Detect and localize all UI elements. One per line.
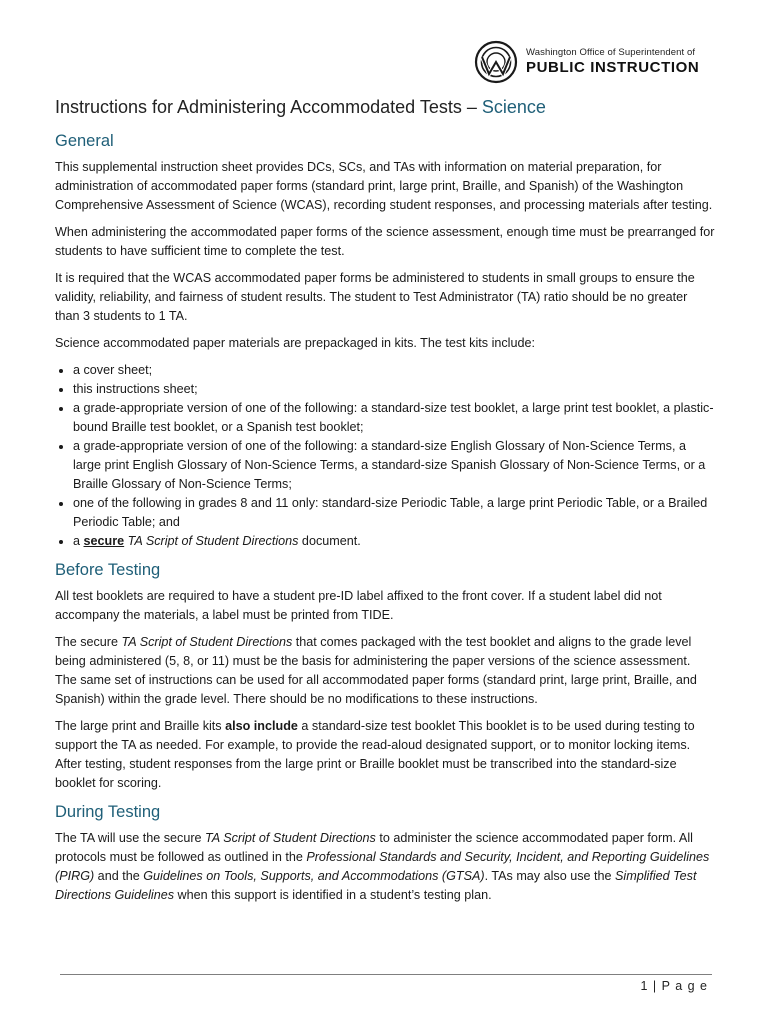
kit-list bbox=[55, 361, 715, 551]
ta-script-title: TA Script of Student Directions bbox=[205, 831, 376, 845]
page-title-subject: Science bbox=[481, 97, 546, 117]
text: The TA will use the secure bbox=[55, 831, 206, 845]
item-text: document. bbox=[298, 534, 361, 548]
kit-list-item-secure bbox=[73, 532, 715, 551]
gtsa-title: Guidelines on Tools, Supports, and Accommodations (GTSA) bbox=[143, 869, 485, 883]
org-line-2: PUBLIC INSTRUCTION bbox=[526, 59, 700, 76]
ospi-logo-icon bbox=[474, 40, 518, 84]
text: a standard-size test booklet This booklet is to be used during testing to support the TA as needed. For example, to provide the read-aloud designated support, or to monitor locking items. After testing, student responses from the large print or Braille booklet must be transcribed into the standard-size booklet for scoring. bbox=[55, 719, 695, 790]
document-body bbox=[55, 94, 715, 913]
footer-divider bbox=[60, 974, 712, 975]
kit-list-item: • this instructions sheet; bbox=[73, 380, 715, 399]
page-title-main: Instructions for Administering Accommodated Tests – bbox=[55, 97, 482, 117]
text: . TAs may also use the bbox=[484, 869, 616, 883]
simplified-directions-title: Simplified Test Directions Guidelines bbox=[55, 869, 697, 902]
kit-list-item: • a cover sheet; bbox=[73, 361, 715, 380]
general-paragraph-3: It is required that the WCAS accommodated paper forms be administered to students in small groups to ensure the validity, reliability, and fairness of student results. The student to Test Administrator (TA) ratio should be no greater than 3 students to 1 TA. bbox=[55, 271, 695, 323]
text: that comes packaged with the test booklet and aligns to the grade level being administered (5, 8, or 11) must be the basis for administering the paper versions of the science assessment. The same set of instructions can be used for all accommodated paper forms (standard print, large print, Braille, and Spanish) within the grade level. There should be no modifications to these instructions. bbox=[55, 635, 697, 706]
general-paragraph-4: Science accommodated paper materials are prepackaged in kits. The test kits include: bbox=[55, 336, 535, 350]
kit-list-item: • a grade-appropriate version of one of the following: a standard-size test booklet, a large print test booklet, a plastic-bound Braille test booklet, or a Spanish test booklet; bbox=[73, 399, 715, 437]
kit-list-item: • a grade-appropriate version of one of the following: a standard-size English Glossary of Non-Science Terms, a large print English Glossary of Non-Science Terms, a standard-size Spanish Glossary of Non-Science Terms, or a Braille Glossary of Non-Science Terms; bbox=[73, 437, 715, 494]
ta-script-title: TA Script of Student Directions bbox=[121, 635, 293, 649]
text: The large print and Braille kits bbox=[55, 719, 226, 733]
text: when this support is identified in a student’s testing plan. bbox=[174, 888, 492, 902]
org-line-1: Washington Office of Superintendent of bbox=[526, 47, 696, 58]
text: to administer the science accommodated paper form. All protocols must be followed as outlined in the bbox=[55, 831, 693, 864]
pirg-title: Professional Standards and Security, Incident, and Reporting Guidelines (PIRG) bbox=[55, 850, 710, 883]
general-paragraph-2: When administering the accommodated paper forms of the science assessment, enough time must be prearranged for students to have sufficient time to complete the test. bbox=[55, 225, 715, 258]
page-number bbox=[640, 979, 708, 993]
secure-emphasis: secure bbox=[83, 534, 125, 548]
before-testing-heading: Before Testing bbox=[55, 561, 161, 579]
item-text: a bbox=[73, 534, 84, 548]
kit-list-item: • one of the following in grades 8 and 11 only: standard-size Periodic Table, a large print Periodic Table, or a Brailed Periodic Table; and bbox=[73, 494, 715, 532]
also-include-emphasis: also include bbox=[225, 719, 298, 733]
page-label: P a g e bbox=[661, 979, 708, 993]
ospi-logo bbox=[474, 40, 699, 84]
general-paragraph-1: This supplemental instruction sheet provides DCs, SCs, and TAs with information on material preparation, for administration of accommodated paper forms (standard print, large print, Braille, and Spanish) of the Washington Comprehensive Assessment of Science (WCAS), recording student responses, and processing materials after testing. bbox=[55, 160, 713, 212]
during-testing-heading: During Testing bbox=[55, 803, 161, 821]
text: The secure bbox=[55, 635, 122, 649]
page-number-separator: | bbox=[648, 979, 662, 993]
page-title bbox=[55, 94, 715, 120]
general-heading: General bbox=[55, 132, 114, 150]
page-number-value: 1 bbox=[640, 979, 649, 993]
text: and the bbox=[94, 869, 144, 883]
during-paragraph-1 bbox=[55, 829, 715, 905]
before-paragraph-3 bbox=[55, 717, 715, 793]
ta-script-title: TA Script of Student Directions bbox=[127, 534, 299, 548]
before-paragraph-1: All test booklets are required to have a student pre-ID label affixed to the front cover. If a student label did not accompany the materials, a label must be printed from TIDE. bbox=[55, 589, 662, 622]
before-paragraph-2 bbox=[55, 633, 715, 709]
